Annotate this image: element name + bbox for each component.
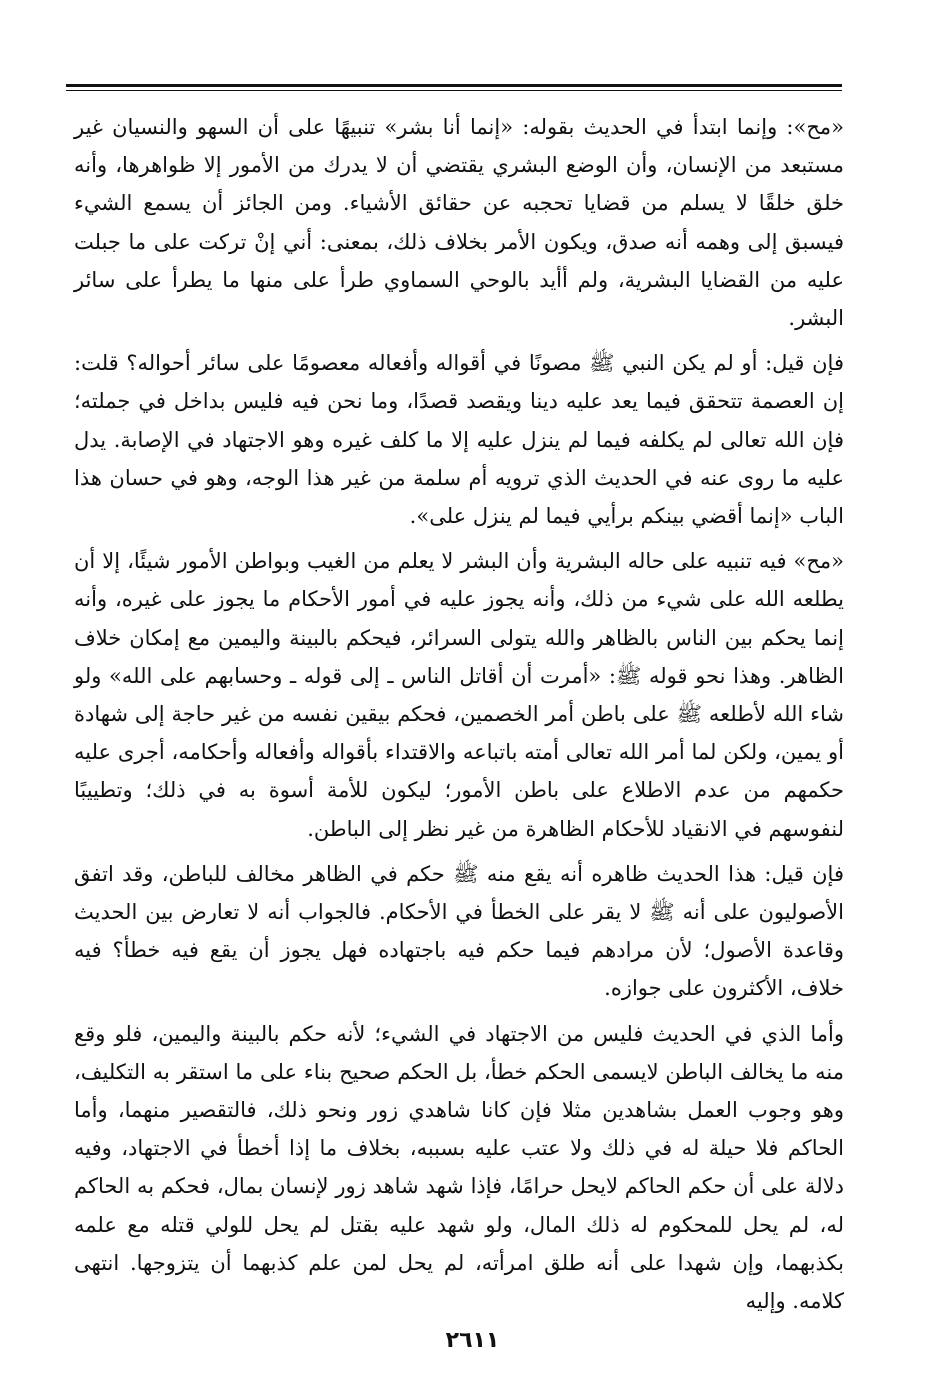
main-text: [74, 108, 844, 1320]
paragraph-1: «مح»: وإنما ابتدأ في الحديث بقوله: «إنما أنا بشر» تنبيهًا على أن السهو والنسيان غير مستبعد من الإنسان، وأن الوضع البشري يقتضي أن لا يدرك من الأمور إلا ظواهرها، وأنه خلق خلقًا لا يسلم من قضايا تحجبه عن حقائق الأشياء. ومن الجائز أن يسمع الشيء فيسبق إلى وهمه أنه صدق، ويكون الأمر بخلاف ذلك، بمعنى: أني إنْ تركت على ما جبلت عليه من القضايا البشرية، ولم أأيد بالوحي السماوي طرأ على منها ما يطرأ على سائر البشر.: [74, 115, 844, 331]
paragraph-2: فإن قيل: أو لم يكن النبي ﷺ مصونًا في أقواله وأفعاله معصومًا على سائر أحواله؟ قلت: إن العصمة تتحقق فيما يعد عليه دينا ويقصد قصدًا، وما نحن فيه فليس بداخل في جملته؛ فإن الله تعالى لم يكلفه فيما لم ينزل عليه إلا ما كلف غيره وهو الاجتهاد في الإصابة. يدل عليه ما روى عنه في الحديث الذي ترويه أم سلمة من غير هذا الوجه، وهو في حسان هذا الباب «إنما أقضي بينكم برأيي فيما لم ينزل على».: [74, 351, 844, 529]
paragraph-5: وأما الذي في الحديث فليس من الاجتهاد في الشيء؛ لأنه حكم بالبينة واليمين، فلو وقع منه ما يخالف الباطن لايسمى الحكم خطأ، بل الحكم صحيح بناء على ما استقر به التكليف، وهو وجوب العمل بشاهدين مثلا فإن كانا شاهدي زور ونحو ذلك، فالتقصير منهما، وأما الحاكم فلا حيلة له في ذلك ولا عتب عليه بسببه، بخلاف ما إذا أخطأ في الاجتهاد، وفيه دلالة على أن حكم الحاكم لايحل حرامًا، فإذا شهد شاهد زور لإنسان بمال، فحكم به الحاكم له، لم يحل للمحكوم له ذلك المال، ولو شهد عليه بقتل لم يحل للولي قتله مع علمه بكذبهما، وإن شهدا على أنه طلق امرأته، لم يحل لمن علم كذبهما أن يتزوجها. انتهى كلامه. وإليه: [74, 1021, 844, 1314]
page-number: ٢٦١١: [445, 1328, 500, 1353]
header-rule-thick: [66, 84, 842, 87]
paragraph-4: فإن قيل: هذا الحديث ظاهره أنه يقع منه ﷺ حكم في الظاهر مخالف للباطن، وقد اتفق الأصوليون على أنه ﷺ لا يقر على الخطأ في الأحكام. فالجواب أنه لا تعارض بين الحديث وقاعدة الأصول؛ لأن مرادهم فيما حكم فيه باجتهاده فهل يجوز أن يقع فيه خطأ؟ فيه خلاف، الأكثرون على جوازه.: [74, 861, 844, 1001]
paragraph-3: «مح» فيه تنبيه على حاله البشرية وأن البشر لا يعلم من الغيب وبواطن الأمور شيئًا، إلا أن يطلعه الله على شيء من ذلك، وأنه يجوز عليه في أمور الأحكام ما يجوز على غيره، وأنه إنما يحكم بين الناس بالظاهر والله يتولى السرائر، فيحكم بالبينة واليمين مع إمكان خلاف الظاهر. وهذا نحو قوله ﷺ: «أمرت أن أقاتل الناس ـ إلى قوله ـ وحسابهم على الله» ولو شاء الله لأطلعه ﷺ على باطن أمر الخصمين، فحكم بيقين نفسه من غير حاجة إلى شهادة أو يمين، ولكن لما أمر الله تعالى أمته باتباعه والاقتداء بأقواله وأفعاله وأحكامه، أجرى عليه حكمهم من عدم الاطلاع على باطن الأمور؛ ليكون للأمة أسوة به في ذلك؛ وتطييبًا لنفوسهم في الانقياد للأحكام الظاهرة من غير نظر إلى الباطن.: [74, 549, 844, 841]
header-rule-thin: [66, 90, 842, 91]
